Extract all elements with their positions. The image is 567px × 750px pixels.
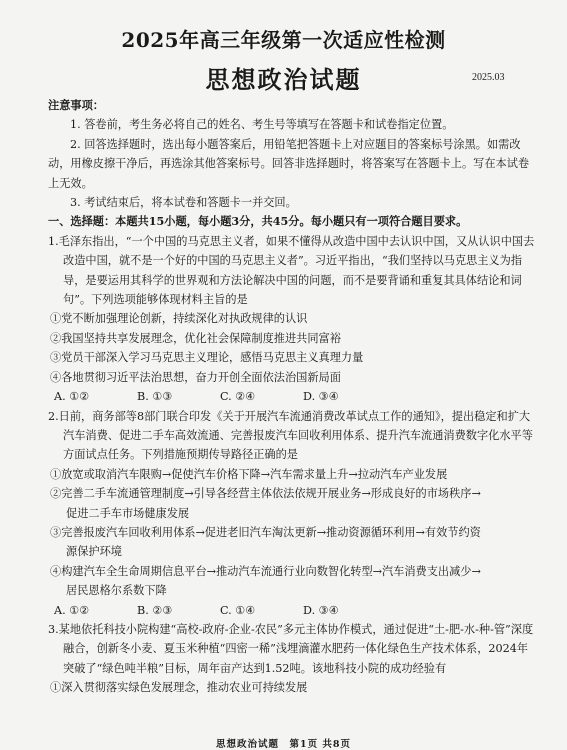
question-2-option-1: ①放宽或取消汽车限购→促使汽车价格下降→汽车需求量上升→拉动汽车产业发展: [50, 467, 448, 481]
question-2-choices: [48, 601, 536, 620]
question-1-choice-a: A. ①②: [54, 390, 90, 404]
question-1-choices: [48, 387, 536, 406]
notice-heading: 注意事项：: [48, 98, 104, 112]
question-3-option-1: ①深入贯彻落实绿色发展理念，推动农业可持续发展: [50, 681, 308, 695]
question-1-stem: 1.毛泽东指出，“一个中国的马克思主义者，如果不懂得从改造中国中去认识中国，又从认识中国去改造中国，就不是一个好的中国的马克思主义者”。习近平指出，“我们坚持以马克思主义为指导，是要运用其科学的世界观和方法论解决中国的问题，而不是要背诵和重复其具体结论和词句”。下列选项能够体现材料主旨的是: [48, 234, 535, 307]
subject-title: 思想政治试题: [205, 65, 362, 94]
question-2-option-3: ③完善报废汽车回收利用体系→促进老旧汽车淘汰更新→推动资源循环利用→有效节约资: [50, 525, 481, 539]
question-1-choice-b: B. ①③: [137, 390, 173, 404]
question-2-option-4: ④构建汽车全生命周期信息平台→推动汽车流通行业向数智化转型→汽车消费支出减少→: [50, 564, 481, 578]
question-1-option-2: ②我国坚持共享发展理念，优化社会保障制度推进共同富裕: [50, 331, 341, 345]
exam-date: 2025.03: [472, 72, 505, 83]
section-heading: 一、选择题：本题共15小题，每小题3分，共45分。每小题只有一项符合题目要求。: [48, 214, 468, 229]
question-1-choice-c: C. ②④: [220, 390, 256, 404]
question-2-option-4-cont: 居民恩格尔系数下降: [66, 584, 167, 598]
question-2-stem: 2.日前，商务部等8部门联合印发《关于开展汽车流通消费改革试点工作的通知》，提出稳定和扩大汽车消费、促进二手车高效流通、完善报废汽车回收利用体系、提升汽车流通消费数字化水平等方面试点任务。下列措施预期传导路径正确的是: [48, 409, 533, 462]
question-2-choice-d: D. ③④: [303, 603, 339, 617]
question-2-option-2: ②完善二手车流通管理制度→引导各经营主体依法依规开展业务→形成良好的市场秩序→: [50, 487, 481, 501]
notice-item-1: 1. 答卷前，考生务必将自己的姓名、考生号等填写在答题卡和试卷指定位置。: [70, 118, 454, 132]
question-2-choice-a: A. ①②: [54, 603, 90, 617]
question-2-choice-c: C. ①④: [220, 603, 256, 617]
exam-content: [48, 96, 536, 698]
question-1-option-4: ④各地贯彻习近平法治思想，奋力开创全面依法治国新局面: [50, 370, 341, 384]
question-2-choice-b: B. ②③: [137, 603, 173, 617]
page-footer: 思想政治试题 第1页 共8页: [215, 739, 352, 750]
question-1-option-3: ③党员干部深入学习马克思主义理论，感悟马克思主义真理力量: [50, 351, 364, 365]
question-1-choice-d: D. ③④: [303, 390, 339, 404]
question-3-stem: 3.某地依托科技小院构建“高校-政府-企业-农民”多元主体协作模式，通过促进“土-肥-水-种-管”深度融合，创新冬小麦、夏玉米种植“四密一稀”浅埋滴灌水肥药一体化绿色生产技术体系，2024年突破了“绿色吨半粮”目标，周年亩产达到1.52吨。该地科技小院的成功经验有: [48, 622, 534, 675]
question-1-option-1: ①党不断加强理论创新，持续深化对执政规律的认识: [50, 312, 308, 326]
question-2-option-3-cont: 源保护环境: [66, 545, 122, 559]
notice-item-3: 3. 考试结束后，将本试卷和答题卡一并交回。: [70, 196, 297, 210]
question-2-option-2-cont: 促进二手车市场健康发展: [66, 506, 190, 520]
notice-item-2: 2. 回答选择题时，选出每小题答案后，用铅笔把答题卡上对应题目的答案标号涂黑。如需改动，用橡皮擦干净后，再选涂其他答案标号。回答非选择题时，将答案写在答题卡上。写在本试卷上无效。: [48, 137, 530, 190]
exam-title: 2025年高三年级第一次适应性检测: [121, 28, 446, 52]
